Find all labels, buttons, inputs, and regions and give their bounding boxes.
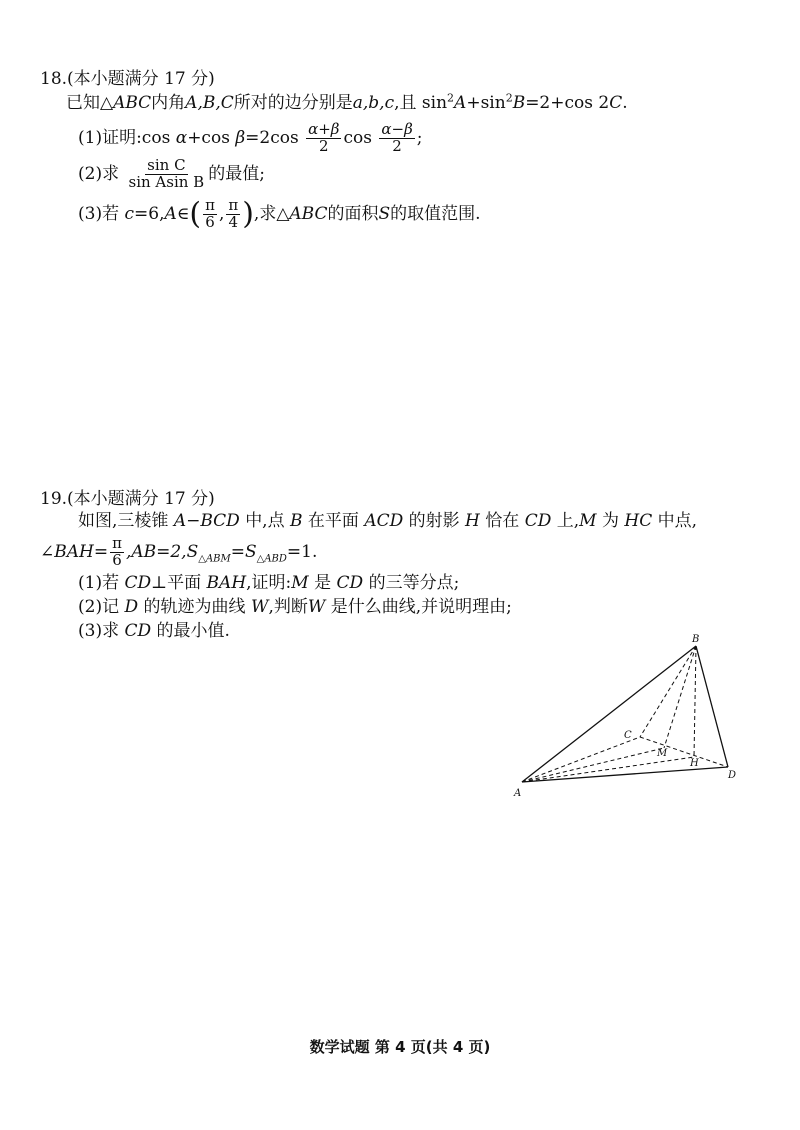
segment-AM (522, 748, 664, 782)
label-H: H (690, 758, 699, 769)
fraction-sinc-over-sinasinb: $\frac{\text{sin C}}{\text{sin Asin B}}$ (128, 156, 205, 191)
segment-BM (664, 646, 696, 748)
fraction-half-diff: $\frac{\alpha-\beta}{2}$ (381, 120, 413, 155)
q19-condition: ∠BAH= $\frac{\pi}{6}$ $,AB=2,S_{\triangle ABM}=S_{\triangle ABD}=1$. (40, 534, 318, 569)
q18-part2: (2)求 $\frac{\text{sin C}}{\text{sin Asin B}}$ 的最值; (78, 156, 265, 191)
q19-part1: (1)若 CD⊥平面 BAH,证明:M 是 CD 的三等分点; (78, 573, 460, 593)
edge-BD (696, 646, 728, 767)
q18-header: 18.(本小题满分 17 分) (40, 69, 215, 89)
q19-intro: 如图,三棱锥 A−BCD 中,点 B 在平面 ACD 的射影 H 恰在 CD 上,M 为 HC 中点, (78, 511, 698, 531)
q19-part3: (3)求 CD 的最小值. (78, 621, 230, 641)
fraction-half-sum: $\frac{\alpha+\beta}{2}$ (308, 120, 340, 155)
q18-part3: (3)若 c=6,A∈( $\frac{\pi}{6}$ , $\frac{\pi}{4}$ ),求△ABC的面积S的取值范围. (78, 196, 481, 232)
label-A: A (514, 788, 522, 799)
label-C: C (624, 730, 632, 741)
page-footer: 数学试题 第 4 页(共 4 页) (309, 1038, 491, 1056)
q19-part2: (2)记 D 的轨迹为曲线 W,判断W 是什么曲线,并说明理由; (78, 597, 512, 617)
edge-AC (522, 737, 640, 782)
edge-AB (522, 646, 696, 782)
label-M: M (657, 748, 668, 759)
fraction-pi-6-b: $\frac{\pi}{6}$ (112, 534, 122, 569)
fraction-pi-6: $\frac{\pi}{6}$ (205, 196, 215, 231)
segment-AH (522, 757, 694, 782)
q18-part1: (1)证明:cos α+cos β=2cos $\frac{\alpha+\beta}{2}$ cos $\frac{\alpha-\beta}{2}$ ; (78, 120, 423, 155)
edge-BC (640, 646, 696, 737)
fraction-pi-4: $\frac{\pi}{4}$ (228, 196, 239, 231)
label-B: B (692, 634, 700, 645)
q19-header: 19.(本小题满分 17 分) (40, 489, 215, 509)
segment-BH (694, 646, 696, 757)
edge-CD (640, 737, 728, 767)
edge-AD (522, 767, 728, 782)
label-D: D (728, 770, 737, 781)
q18-given: 已知△ABC内角A,B,C所对的边分别是a,b,c,且 $\sin^2A+\sin^2B=2+\cos$ 2C. (66, 91, 628, 113)
